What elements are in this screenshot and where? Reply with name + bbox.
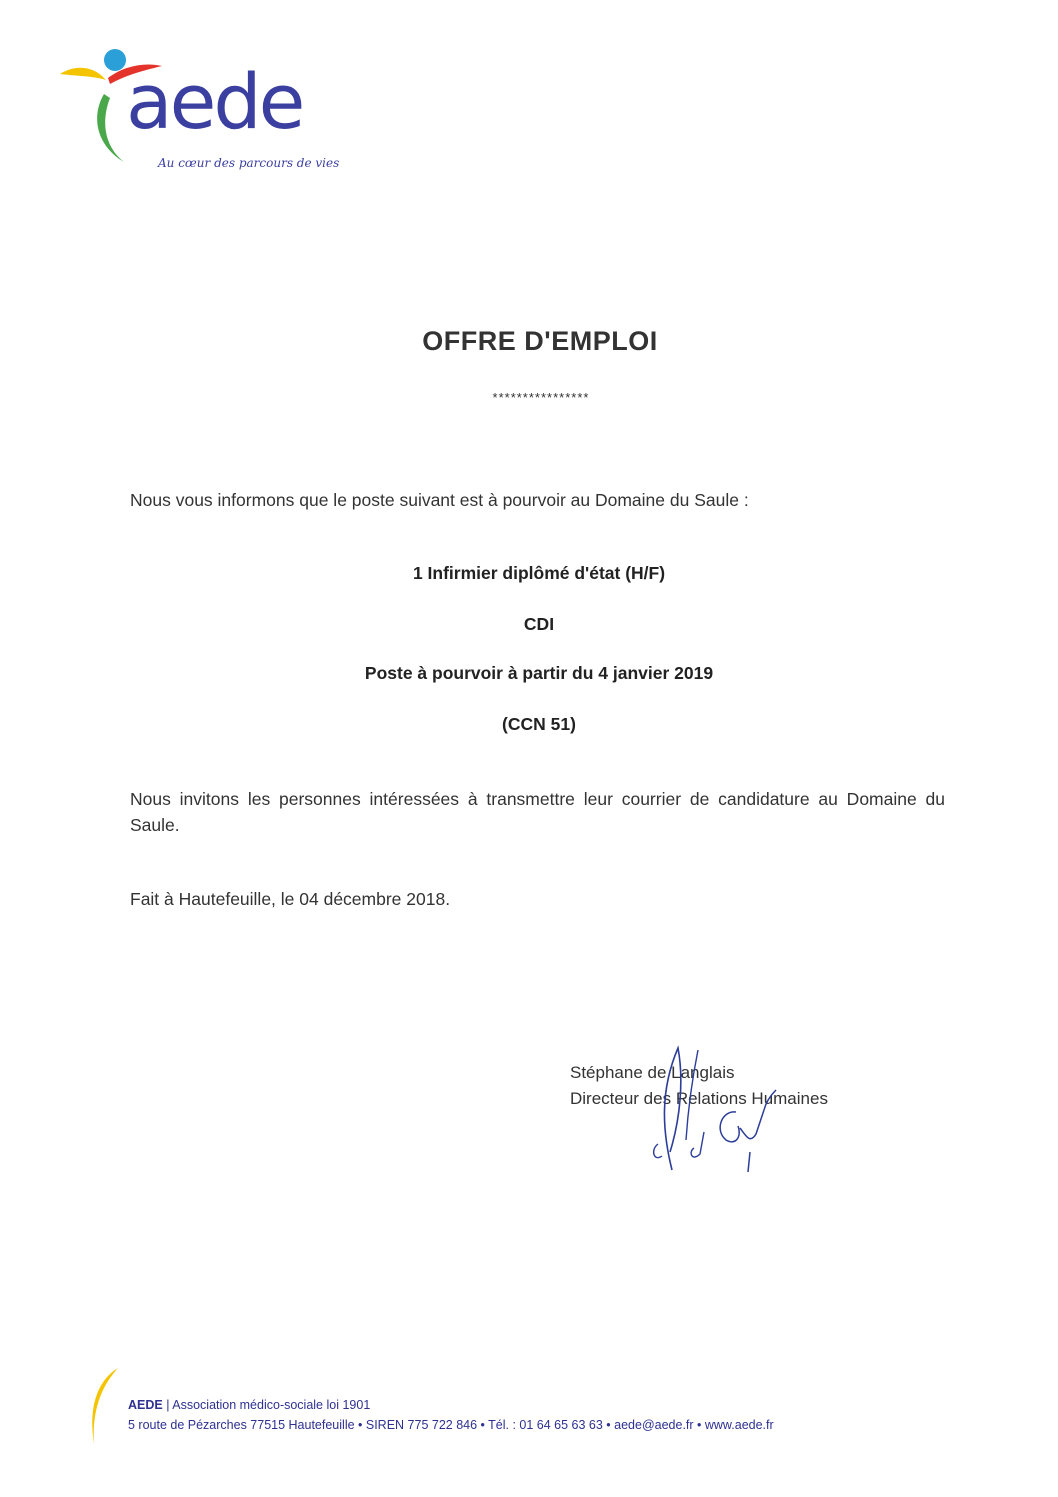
footer-address: 5 route de Pézarches 77515 Hautefeuille • SIREN 775 722 846 • Tél. : 01 64 65 63 63 • aede@aede.fr • www.aede.fr [128, 1418, 774, 1432]
signatory-role: Directeur des Relations Humaines [570, 1089, 828, 1108]
contract-type: CDI [523, 614, 555, 634]
aede-logo [54, 44, 344, 184]
position-title: 1 Infirmier diplômé d'état (H/F) [412, 563, 666, 583]
footer-org-desc: Association médico-sociale loi 1901 [172, 1398, 371, 1412]
page-title: OFFRE D'EMPLOI [422, 326, 658, 356]
title-separator: **************** [492, 390, 590, 405]
start-date: Poste à pourvoir à partir du 4 janvier 2019 [364, 663, 714, 683]
footer-brand-mark-icon [84, 1366, 124, 1448]
intro-text: Nous vous informons que le poste suivant est à pourvoir au Domaine du Saule : [130, 490, 749, 510]
signatory-name: Stéphane de Langlais [570, 1063, 735, 1082]
footer-org-name: AEDE [128, 1398, 163, 1412]
place-date: Fait à Hautefeuille, le 04 décembre 2018. [130, 889, 451, 909]
footer-org-line: AEDE | Association médico-sociale loi 1901 [128, 1398, 371, 1412]
invitation-text: Nous invitons les personnes intéressées à transmettre leur courrier de candidature au Domaine du Saule. [130, 789, 945, 835]
handwritten-signature [600, 1040, 800, 1190]
logo-wordmark: aede [126, 57, 303, 146]
collective-agreement: (CCN 51) [502, 714, 576, 734]
logo-tagline: Au cœur des parcours de vies [158, 156, 340, 170]
